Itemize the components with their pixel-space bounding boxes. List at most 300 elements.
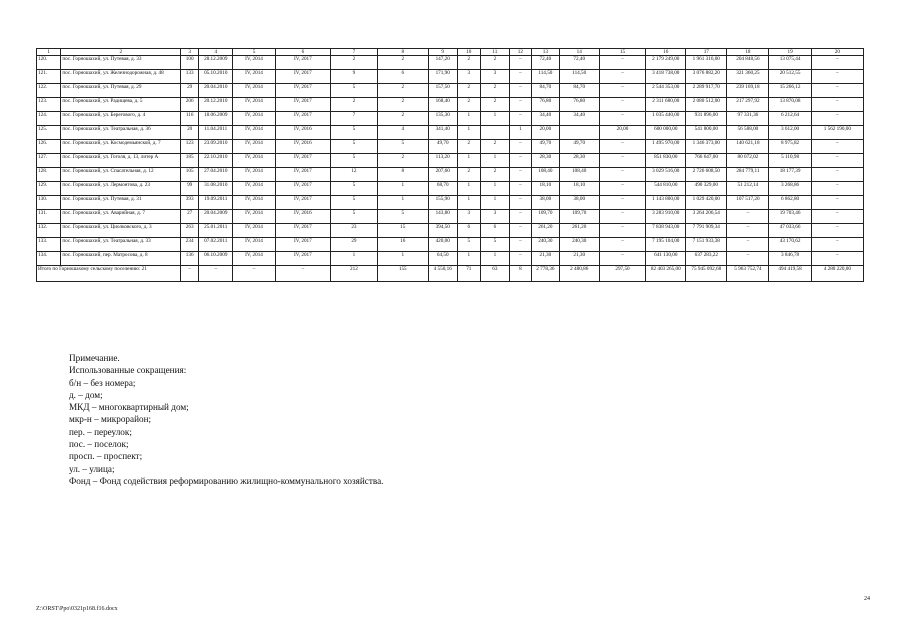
table-cell: 20.04.2009 xyxy=(199,210,233,224)
column-number: 5 xyxy=(233,49,275,56)
table-cell: – xyxy=(509,238,531,252)
table-row xyxy=(37,126,864,140)
table-cell: 43 170,62 xyxy=(769,238,811,252)
table-cell: – xyxy=(509,84,531,98)
table-cell: 3 xyxy=(457,210,480,224)
table-cell: – xyxy=(599,112,646,126)
column-number: 20 xyxy=(811,49,863,56)
table-cell: 13 075,44 xyxy=(769,56,811,70)
table-cell: 1 xyxy=(509,126,531,140)
table-cell: 2 xyxy=(457,98,480,112)
table-body xyxy=(37,49,864,282)
table-cell: – xyxy=(599,84,646,98)
table-cell: 29 xyxy=(181,84,199,98)
table-cell: 5 xyxy=(331,210,378,224)
column-number: 10 xyxy=(457,49,480,56)
table-cell: 2 xyxy=(480,84,509,98)
table-cell: 72,40 xyxy=(559,56,599,70)
table-cell: 1 xyxy=(480,252,509,266)
table-cell: 20 xyxy=(181,126,199,140)
table-cell: 341,40 xyxy=(428,126,457,140)
table-cell: 1 346 373,00 xyxy=(686,140,727,154)
table-cell: 3 076 882,20 xyxy=(686,70,727,84)
table-cell: 2 080 512,00 xyxy=(686,98,727,112)
row-number: 124. xyxy=(37,112,61,126)
total-cell: 4 280 220,00 xyxy=(811,266,863,282)
table-cell: 123 xyxy=(181,140,199,154)
table-cell: 18,10 xyxy=(559,182,599,196)
table-cell: 2 xyxy=(331,56,378,70)
table-cell: IV, 2014 xyxy=(233,84,275,98)
table-cell: 3 283 910,00 xyxy=(646,210,686,224)
table-cell: 1 035 440,00 xyxy=(646,112,686,126)
table-cell: – xyxy=(599,56,646,70)
table-cell: 2 xyxy=(457,140,480,154)
table-cell: 5 xyxy=(331,84,378,98)
table-cell: 105 xyxy=(181,168,199,182)
table-cell xyxy=(559,126,599,140)
row-number: 125. xyxy=(37,126,61,140)
table-cell: IV, 2014 xyxy=(233,182,275,196)
table-cell: 27 xyxy=(181,210,199,224)
table-cell: – xyxy=(727,210,769,224)
table-row xyxy=(37,196,864,210)
table-cell: 2 xyxy=(480,98,509,112)
table-cell: 15 xyxy=(377,224,428,238)
column-number: 8 xyxy=(377,49,428,56)
table-cell: – xyxy=(509,196,531,210)
table-cell: 34,40 xyxy=(559,112,599,126)
table-cell: 05.10.2010 xyxy=(199,70,233,84)
table-cell: 49,70 xyxy=(559,140,599,154)
table-cell: 9 xyxy=(331,70,378,84)
table-cell: 1 495 970,00 xyxy=(646,140,686,154)
table-cell: 2 xyxy=(457,56,480,70)
table-cell: 2 311 680,00 xyxy=(646,98,686,112)
table-cell: 3 268,86 xyxy=(769,182,811,196)
table-cell: 5 xyxy=(480,238,509,252)
row-number: 123. xyxy=(37,98,61,112)
address-cell: пос. Горношахий, ул. Гоголя, д. 13, литер А xyxy=(61,154,181,168)
abbreviation-item: пер. – переулок; xyxy=(69,426,132,437)
table-cell: – xyxy=(727,238,769,252)
abbreviation-item: Фонд – Фонд содействия реформированию жилищно-коммунального хозяйства. xyxy=(69,475,384,486)
table-cell: 2 xyxy=(331,98,378,112)
table-cell: – xyxy=(599,140,646,154)
table-cell: IV, 2014 xyxy=(233,126,275,140)
table-cell: 18 177,39 xyxy=(769,168,811,182)
total-row xyxy=(37,266,864,282)
table-cell: 68,70 xyxy=(428,182,457,196)
notes-section xyxy=(69,352,383,487)
column-number: 12 xyxy=(509,49,531,56)
table-cell: IV, 2016 xyxy=(275,140,331,154)
column-number: 1 xyxy=(37,49,61,56)
total-cell: 297,50 xyxy=(599,266,646,282)
total-cell: 155 xyxy=(377,266,428,282)
table-cell: 1 029 420,00 xyxy=(686,196,727,210)
table-cell: 18.06.2009 xyxy=(199,112,233,126)
table-cell: 168,40 xyxy=(428,98,457,112)
table-cell: – xyxy=(509,140,531,154)
table-cell: 7 151 933,38 xyxy=(686,238,727,252)
table-cell: 38,00 xyxy=(531,196,559,210)
total-cell: 212 xyxy=(331,266,378,282)
table-cell: 133 xyxy=(181,70,199,84)
table-cell: 6 xyxy=(377,70,428,84)
table-cell: 234 xyxy=(181,238,199,252)
table-cell: 136 xyxy=(181,252,199,266)
address-cell: пос. Горношахий, ул. Путевая, д. 29 xyxy=(61,84,181,98)
table-cell: 420,00 xyxy=(428,238,457,252)
table-cell: 99 xyxy=(181,182,199,196)
table-cell: – xyxy=(811,84,863,98)
table-cell: – xyxy=(599,252,646,266)
table-cell: IV, 2014 xyxy=(233,70,275,84)
table-cell: 7 791 909,34 xyxy=(686,224,727,238)
table-cell: 49,70 xyxy=(531,140,559,154)
table-cell: IV, 2014 xyxy=(233,196,275,210)
table-cell: 206 xyxy=(181,98,199,112)
table-cell: 20 512,55 xyxy=(769,70,811,84)
table-cell: 11.04.2011 xyxy=(199,126,233,140)
table-cell: 541 800,00 xyxy=(686,126,727,140)
table-cell: 109,70 xyxy=(531,210,559,224)
table-cell: 155,90 xyxy=(428,196,457,210)
table-cell: 16 xyxy=(377,238,428,252)
table-cell: 7 xyxy=(331,112,378,126)
table-cell: 3 264 206,54 xyxy=(686,210,727,224)
file-path: Z:\ORST\Ppo\0321p168.f16.docx xyxy=(36,606,118,612)
table-cell: 31.08.2010 xyxy=(199,182,233,196)
total-cell: 2 778,36 xyxy=(531,266,559,282)
housing-program-table xyxy=(36,48,864,282)
table-cell: 240,30 xyxy=(531,238,559,252)
table-cell: 113,20 xyxy=(428,154,457,168)
table-row xyxy=(37,224,864,238)
table-row xyxy=(37,84,864,98)
table-cell: – xyxy=(811,70,863,84)
table-cell: 1 xyxy=(331,252,378,266)
table-cell: 28.12.2009 xyxy=(199,56,233,70)
table-cell: 5 xyxy=(331,126,378,140)
table-cell: 20,00 xyxy=(531,126,559,140)
table-cell: 19 703,46 xyxy=(769,210,811,224)
table-cell: – xyxy=(811,238,863,252)
table-cell: 109,70 xyxy=(559,210,599,224)
table-cell: IV, 2014 xyxy=(233,140,275,154)
table-cell: IV, 2014 xyxy=(233,98,275,112)
table-row xyxy=(37,98,864,112)
column-number: 4 xyxy=(199,49,233,56)
table-cell: 217 297,92 xyxy=(727,98,769,112)
table-row xyxy=(37,154,864,168)
table-cell: 1 xyxy=(457,182,480,196)
table-cell: – xyxy=(811,140,863,154)
table-cell: 3 xyxy=(480,70,509,84)
total-cell: – xyxy=(199,266,233,282)
table-cell: 2 xyxy=(377,84,428,98)
table-cell: – xyxy=(599,238,646,252)
table-cell: 2 xyxy=(377,154,428,168)
table-cell: 261,20 xyxy=(531,224,559,238)
table-cell: 393 xyxy=(181,196,199,210)
table-cell: 171,90 xyxy=(428,70,457,84)
table-cell: 15 266,12 xyxy=(769,84,811,98)
table-cell: – xyxy=(811,112,863,126)
notes-title: Примечание. xyxy=(69,353,120,363)
total-cell: 75 945 092,68 xyxy=(686,266,727,282)
table-cell: 6 212,64 xyxy=(769,112,811,126)
column-number: 14 xyxy=(559,49,599,56)
table-cell: 637 283,22 xyxy=(686,252,727,266)
table-cell: 38,00 xyxy=(559,196,599,210)
table-cell: – xyxy=(509,210,531,224)
table-cell: IV, 2014 xyxy=(233,224,275,238)
table-cell: 2 xyxy=(457,84,480,98)
table-cell: – xyxy=(599,98,646,112)
table-cell: 1 xyxy=(457,196,480,210)
total-cell: 4 550,16 xyxy=(428,266,457,282)
table-cell: 1 xyxy=(480,112,509,126)
table-cell: IV, 2017 xyxy=(275,154,331,168)
total-cell: 82 403 265,00 xyxy=(646,266,686,282)
row-number: 134. xyxy=(37,252,61,266)
row-number: 133. xyxy=(37,238,61,252)
table-cell: 100 xyxy=(181,56,199,70)
address-cell: пос. Горношахий, пер. Матросова, д. 8 xyxy=(61,252,181,266)
column-number: 7 xyxy=(331,49,378,56)
table-cell: – xyxy=(727,252,769,266)
table-cell: 108,40 xyxy=(531,168,559,182)
table-cell: 5 xyxy=(377,210,428,224)
table-cell: 851 830,00 xyxy=(646,154,686,168)
table-cell: 2 289 917,70 xyxy=(686,84,727,98)
table-cell: 27.04.2010 xyxy=(199,168,233,182)
table-cell: IV, 2014 xyxy=(233,252,275,266)
table-cell: 7 838 943,00 xyxy=(646,224,686,238)
total-cell: – xyxy=(275,266,331,282)
table-row xyxy=(37,210,864,224)
table-cell: 207,60 xyxy=(428,168,457,182)
table-cell: IV, 2016 xyxy=(275,210,331,224)
table-cell: 20.12.2010 xyxy=(199,98,233,112)
table-cell: – xyxy=(509,154,531,168)
table-cell: 544 810,00 xyxy=(646,182,686,196)
address-cell: пос. Горношахий, ул. Циолковского, д. 3 xyxy=(61,224,181,238)
table-cell: 261,20 xyxy=(559,224,599,238)
table-cell: 5 xyxy=(331,182,378,196)
table-cell: 06.10.2009 xyxy=(199,252,233,266)
column-number: 3 xyxy=(181,49,199,56)
table-cell: 394,50 xyxy=(428,224,457,238)
table-row xyxy=(37,252,864,266)
address-cell: пос. Горношахий, ул. Путевая, д. 33 xyxy=(61,56,181,70)
table-cell: 56 588,00 xyxy=(727,126,769,140)
table-cell: – xyxy=(599,196,646,210)
table-cell: 766 647,00 xyxy=(686,154,727,168)
table-cell: IV, 2017 xyxy=(275,168,331,182)
column-number: 9 xyxy=(428,49,457,56)
table-cell: 140 621,18 xyxy=(727,140,769,154)
table-cell: 23.09.2010 xyxy=(199,140,233,154)
table-cell: 107 517,20 xyxy=(727,196,769,210)
table-cell: – xyxy=(509,56,531,70)
table-cell: – xyxy=(811,224,863,238)
table-cell: – xyxy=(599,210,646,224)
table-row xyxy=(37,112,864,126)
table-cell: 2 xyxy=(377,112,428,126)
header-row xyxy=(37,49,864,56)
table-cell: 239 169,18 xyxy=(727,84,769,98)
table-cell: – xyxy=(811,168,863,182)
table-cell: 2 544 353,00 xyxy=(646,84,686,98)
table-cell: 2 xyxy=(480,168,509,182)
table-cell xyxy=(480,126,509,140)
table-cell: 28,30 xyxy=(559,154,599,168)
table-cell: – xyxy=(509,182,531,196)
table-cell: – xyxy=(509,224,531,238)
table-cell: 1 xyxy=(377,196,428,210)
table-cell: 6 862,80 xyxy=(769,196,811,210)
table-cell: 07.02.2011 xyxy=(199,238,233,252)
table-row xyxy=(37,238,864,252)
table-cell: 2 179 249,00 xyxy=(646,56,686,70)
table-cell: – xyxy=(599,70,646,84)
table-cell: 204 848,56 xyxy=(727,56,769,70)
table-cell: 49,70 xyxy=(428,140,457,154)
table-cell: IV, 2014 xyxy=(233,210,275,224)
table-cell: 108,40 xyxy=(559,168,599,182)
table-cell: 2 xyxy=(480,140,509,154)
table-cell: 23 xyxy=(331,224,378,238)
table-cell: 19.09.2011 xyxy=(199,196,233,210)
table-cell: 72,40 xyxy=(531,56,559,70)
table-row xyxy=(37,168,864,182)
total-cell: – xyxy=(181,266,199,282)
table-cell: 1 xyxy=(480,154,509,168)
table-cell: 84,70 xyxy=(559,84,599,98)
table-cell: 5 xyxy=(331,196,378,210)
table-cell: 1 xyxy=(457,112,480,126)
address-cell: пос. Горношахий, ул. Путевая, д. 31 xyxy=(61,196,181,210)
table-cell: 20,00 xyxy=(599,126,646,140)
table-cell: 1 xyxy=(457,154,480,168)
table-cell: 8 xyxy=(377,168,428,182)
table-cell: – xyxy=(599,154,646,168)
table-cell: – xyxy=(811,98,863,112)
table-cell: 3 xyxy=(480,210,509,224)
table-row xyxy=(37,182,864,196)
table-cell: IV, 2017 xyxy=(275,182,331,196)
table-cell: IV, 2017 xyxy=(275,84,331,98)
table-cell: 3 xyxy=(457,70,480,84)
column-number: 11 xyxy=(480,49,509,56)
column-number: 19 xyxy=(769,49,811,56)
table-cell: 5 110,98 xyxy=(769,154,811,168)
page-number: 24 xyxy=(864,596,870,602)
table-cell: – xyxy=(811,252,863,266)
total-label: Итого по Горношахому сельскому поселению: 21 xyxy=(37,266,181,282)
table-cell: 80 072,02 xyxy=(727,154,769,168)
table-cell: – xyxy=(599,224,646,238)
table-cell: IV, 2017 xyxy=(275,238,331,252)
table-cell: 1 xyxy=(457,126,480,140)
table-cell: 34,40 xyxy=(531,112,559,126)
address-cell: пос. Горношахий, ул. Аварийная, д. 7 xyxy=(61,210,181,224)
table-cell: 2 xyxy=(457,168,480,182)
table-cell: – xyxy=(509,252,531,266)
table-cell: 4 xyxy=(377,126,428,140)
table-cell: 2 726 608,50 xyxy=(686,168,727,182)
address-cell: пос. Горношахий, ул. Театральная, д. 36 xyxy=(61,126,181,140)
abbreviation-item: мкр-н – микрорайон; xyxy=(69,414,152,425)
table-cell: 114,50 xyxy=(559,70,599,84)
row-number: 129. xyxy=(37,182,61,196)
table-cell: IV, 2017 xyxy=(275,224,331,238)
row-number: 122. xyxy=(37,84,61,98)
table-cell: 47 033,66 xyxy=(769,224,811,238)
table-cell: – xyxy=(599,182,646,196)
table-cell: 114,50 xyxy=(531,70,559,84)
row-number: 128. xyxy=(37,168,61,182)
table-cell: 1 562 190,00 xyxy=(811,126,863,140)
table-cell: 3 846,78 xyxy=(769,252,811,266)
table-cell: 1 xyxy=(377,252,428,266)
row-number: 132. xyxy=(37,224,61,238)
table-cell: 1 xyxy=(480,196,509,210)
column-number: 16 xyxy=(646,49,686,56)
column-number: 13 xyxy=(531,49,559,56)
table-cell: 12 xyxy=(331,168,378,182)
table-cell: 240,30 xyxy=(559,238,599,252)
table-cell: 600 000,00 xyxy=(646,126,686,140)
table-row xyxy=(37,70,864,84)
table-cell: – xyxy=(509,112,531,126)
address-cell: пос. Горношахий, ул. Лермонтова, д. 23 xyxy=(61,182,181,196)
column-number: 17 xyxy=(686,49,727,56)
abbreviation-item: пос. – поселок; xyxy=(69,439,129,450)
table-cell: 490 329,00 xyxy=(686,182,727,196)
notes-subtitle: Использованные сокращения: xyxy=(69,365,187,376)
address-cell: пос. Горношахий, ул. Радищева, д. 5 xyxy=(61,98,181,112)
total-cell: 494 419,58 xyxy=(769,266,811,282)
table-cell: 3 029 516,00 xyxy=(646,168,686,182)
table-cell: 18,10 xyxy=(531,182,559,196)
table-cell: 185 xyxy=(181,154,199,168)
table-cell: 1 xyxy=(480,182,509,196)
address-cell: пос. Горношахий, ул. Театральная, д. 33 xyxy=(61,238,181,252)
table-cell: 21,30 xyxy=(559,252,599,266)
table-cell: IV, 2017 xyxy=(275,56,331,70)
table-cell: IV, 2017 xyxy=(275,196,331,210)
table-cell: – xyxy=(509,70,531,84)
table-cell: IV, 2014 xyxy=(233,56,275,70)
table-cell: IV, 2014 xyxy=(233,238,275,252)
table-cell: – xyxy=(811,210,863,224)
table-cell: IV, 2017 xyxy=(275,112,331,126)
table-cell: 135,30 xyxy=(428,112,457,126)
column-number: 15 xyxy=(599,49,646,56)
table-cell: 143,80 xyxy=(428,210,457,224)
abbreviation-item: МКД – многоквартирный дом; xyxy=(69,402,189,413)
row-number: 131. xyxy=(37,210,61,224)
total-cell: 2 480,86 xyxy=(559,266,599,282)
table-cell: IV, 2014 xyxy=(233,168,275,182)
table-cell: 84,70 xyxy=(531,84,559,98)
table-cell: 29 xyxy=(331,238,378,252)
table-cell: – xyxy=(811,56,863,70)
